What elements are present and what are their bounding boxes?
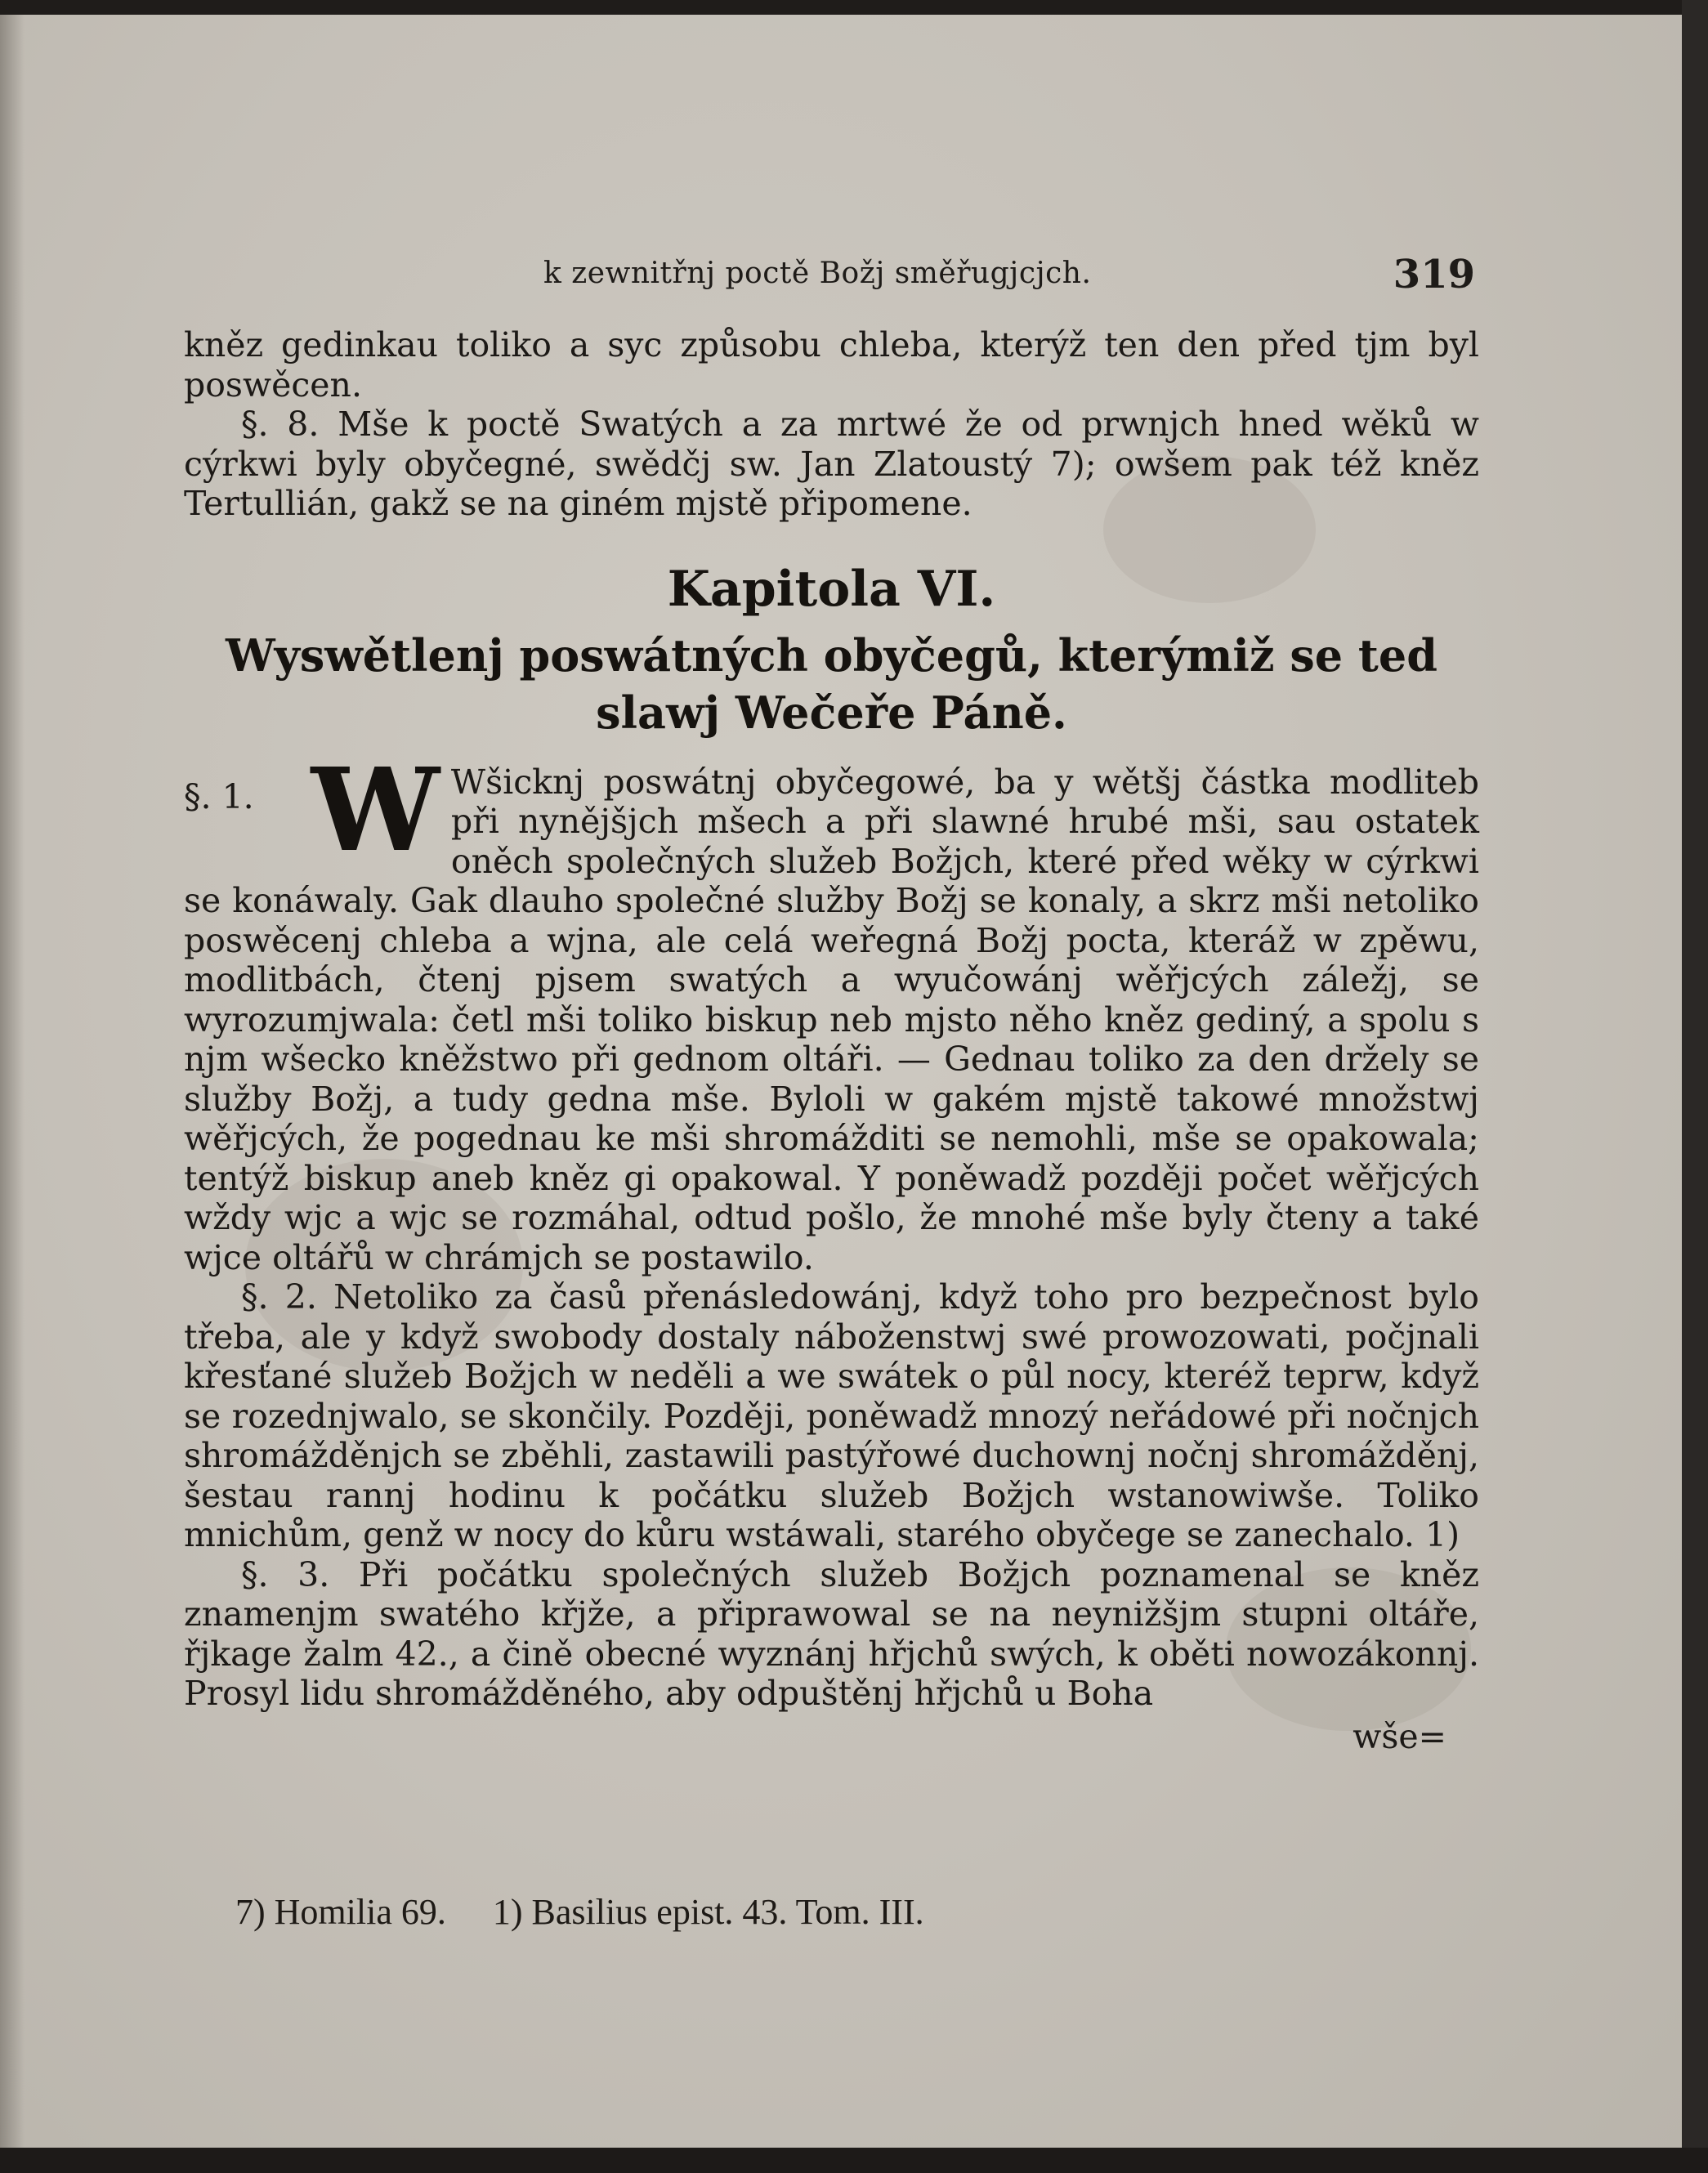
paragraph-section-3: §. 3. Při počátku společných služeb Božjch poznamenal se kněz znamenjm swatého křjže, a připrawowal se na neynižšjm stupni oltáře, řjkage žalm 42., a čině obecné wyznánj hřjchů swých, k oběti nowozákonnj. Prosyl lidu shromážděného, aby odpuštěnj hřjchů u Boha [184, 1554, 1479, 1713]
paragraph-section-1 [184, 743, 1479, 1278]
book-page [0, 15, 1682, 2148]
body-text [184, 325, 1479, 1756]
footnote-1: 1) Basilius epist. 43. Tom. III. [492, 1892, 924, 1932]
scan-bottom-edge [0, 2148, 1708, 2173]
drop-cap: W [311, 743, 440, 878]
running-head-title: k zewnitřnj poctě Božj směřugjcjch. [543, 257, 1092, 290]
catchword: wše= [1353, 1716, 1446, 1756]
chapter-subtitle: Wyswětlenj poswátných obyčegů, kterýmiž se ted slawj Wečeře Páně. [226, 628, 1437, 739]
footnotes [235, 1891, 1216, 1933]
running-head [184, 252, 1475, 301]
section-1-text: Wšicknj poswátnj obyčegowé, ba y wětšj částka modliteb při nynějšjch mšech a při slawné hrubé mši, sau ostatek oněch společných služeb Božjch, které před wěky w cýrkwi se konáwaly. Gak dlauho společné služby Božj se konaly, a skrz mši netoliko poswěcenj chleba a wjna, ale celá weřegná Božj pocta, kteráž w zpěwu, modlitbách, čtenj pjsem swatých a wyučowánj wěřjcých záležj, se wyrozumjwala: četl mši toliko biskup neb mjsto něho kněz gediný, a spolu s njm wšecko kněžstwo při gednom oltáři. — Gednau toliko za den držely se služby Božj, a tudy gedna mše. Byloli w gakém mjstě takowé množstwj wěřjcých, že pogednau ke mši shromážditi se nemohli, mše se opakowala; tentýž biskup aneb kněz gi opakowal. Y poněwadž později počet wěřjcých wždy wjc a wjc se rozmáhal, odtud pošlo, že mnohé mše byly čteny a také wjce oltářů w chrámjch se postawilo. [184, 762, 1479, 1277]
page-number: 319 [1393, 252, 1475, 297]
footnote-7: 7) Homilia 69. [235, 1892, 446, 1932]
chapter-heading: Kapitola VI. [667, 560, 996, 618]
page-edge [1682, 0, 1708, 2173]
section-1-label: §. 1. [184, 776, 254, 816]
paragraph-section-2: §. 2. Netoliko za časů přenásledowánj, když toho pro bezpečnost bylo třeba, ale y když swobody dostaly náboženstwj swé prowozowati, počjnali křesťané služeb Božjch w neděli a we swátek o půl nocy, kteréž teprw, když se rozednjwalo, se skončily. Později, poněwadž mnozý neřádowé při nočnjch shromážděnjch se zběhli, zastawili pastýřowé duchownj nočnj shromážděnj, šestau rannj hodinu k počátku služeb Božjch wstanowiwše. Toliko mnichům, genž w nocy do kůru wstáwali, starého obyčege se zanechalo. 1) [184, 1277, 1479, 1554]
paragraph-section-8: §. 8. Mše k poctě Swatých a za mrtwé že od prwnjch hned wěků w cýrkwi byly obyčegné, swědčj sw. Jan Zlatoustý 7); owšem pak též kněz Tertullián, gakž se na giném mjstě připomene. [184, 405, 1479, 523]
paragraph-continuation: kněz gedinkau toliko a syc způsobu chleba, kterýž ten den před tjm byl poswěcen. [184, 325, 1479, 405]
